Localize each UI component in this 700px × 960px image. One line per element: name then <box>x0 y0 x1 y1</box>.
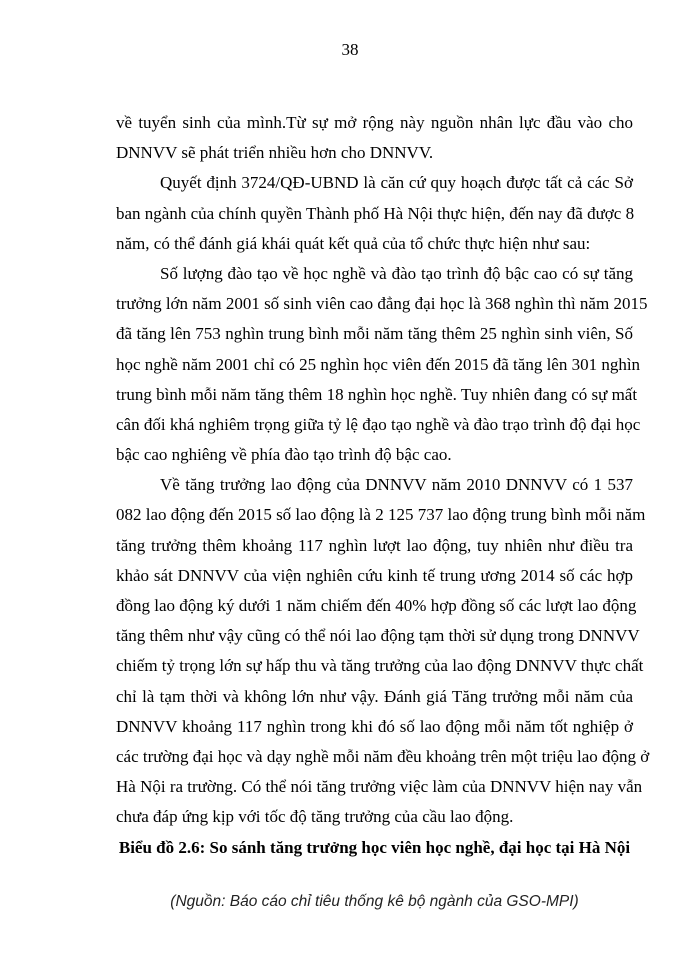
text-line: ban ngành của chính quyền Thành phố Hà Nội thực hiện, đến nay đã được 8 <box>116 203 635 223</box>
text-line: chưa đáp ứng kịp với tốc độ tăng trưởng của cầu lao động. <box>116 807 514 827</box>
text-line: cân đối khá nghiêm trọng giữa tỷ lệ đạo tạo nghề và đào trạo trình độ đại học <box>116 414 641 434</box>
figure-source: (Nguồn: Báo cáo chỉ tiêu thống kê bộ ngành của GSO-MPI) <box>170 892 579 910</box>
paragraph-list <box>116 108 650 833</box>
text-line: tăng trưởng thêm khoảng 117 nghìn lượt lao động, tuy nhiên như điều tra <box>116 535 633 555</box>
text-line: Quyết định 3724/QĐ-UBND là căn cứ quy hoạch được tất cả các Sở <box>160 173 633 193</box>
paragraph <box>116 168 633 259</box>
text-line: DNNVV sẽ phát triển nhiều hơn cho DNNVV. <box>116 143 434 163</box>
text-line: chiếm tỷ trọng lớn sự hấp thu và tăng trưởng của lao động DNNVV thực chất <box>116 656 644 676</box>
text-line: trung bình mỗi năm tăng thêm 18 nghìn học nghề. Tuy nhiên đang có sự mất <box>116 384 638 404</box>
page-number: 38 <box>341 40 359 59</box>
text-line: trưởng lớn năm 2001 số sinh viên cao đẳng đại học là 368 nghìn thì năm 2015 <box>116 294 648 314</box>
text-line: bậc cao nghiêng về phía đào tạo trình độ bậc cao. <box>116 445 452 465</box>
text-line: 082 lao động đến 2015 số lao động là 2 125 737 lao động trung bình mỗi năm <box>116 505 646 525</box>
text-line: chỉ là tạm thời và không lớn như vậy. Đánh giá Tăng trưởng mỗi năm của <box>116 686 633 706</box>
body-text <box>116 108 650 911</box>
text-line: học nghề năm 2001 chỉ có 25 nghìn học viên đến 2015 đã tăng lên 301 nghìn <box>116 354 641 374</box>
text-line: năm, có thể đánh giá khái quát kết quả của tổ chức thực hiện như sau: <box>116 233 591 253</box>
text-line: đã tăng lên 753 nghìn trung bình mỗi năm tăng thêm 25 nghìn sinh viên, Số <box>116 324 633 344</box>
text-line: đồng lao động ký dưới 1 năm chiếm đến 40% hợp đồng số các lượt lao động <box>116 596 637 615</box>
paragraph <box>116 108 633 168</box>
text-line: Về tăng trưởng lao động của DNNVV năm 2010 DNNVV có 1 537 <box>160 475 633 495</box>
paragraph <box>116 259 648 470</box>
figure-caption: Biểu đồ 2.6: So sánh tăng trưởng học viên học nghề, đại học tại Hà Nội <box>118 837 631 857</box>
text-line: Số lượng đào tạo về học nghề và đào tạo trình độ bậc cao có sự tăng <box>160 263 633 283</box>
text-line: khảo sát DNNVV của viện nghiên cứu kinh tế trung ương 2014 số các hợp <box>116 565 633 585</box>
text-line: DNNVV khoảng 117 nghìn trong khi đó số lao động mỗi năm tốt nghiệp ở <box>116 716 633 736</box>
text-line: Hà Nội ra trường. Có thể nói tăng trưởng việc làm của DNNVV hiện nay vẫn <box>116 777 643 797</box>
text-line: các trường đại học và dạy nghề mỗi năm đều khoảng trên một triệu lao động ở <box>116 746 650 766</box>
paragraph <box>116 470 650 832</box>
text-line: tăng thêm như vậy cũng có thể nói lao động tạm thời sử dụng trong DNNVV <box>116 626 640 646</box>
text-line: về tuyển sinh của mình.Từ sự mở rộng này nguồn nhân lực đầu vào cho <box>116 113 633 132</box>
